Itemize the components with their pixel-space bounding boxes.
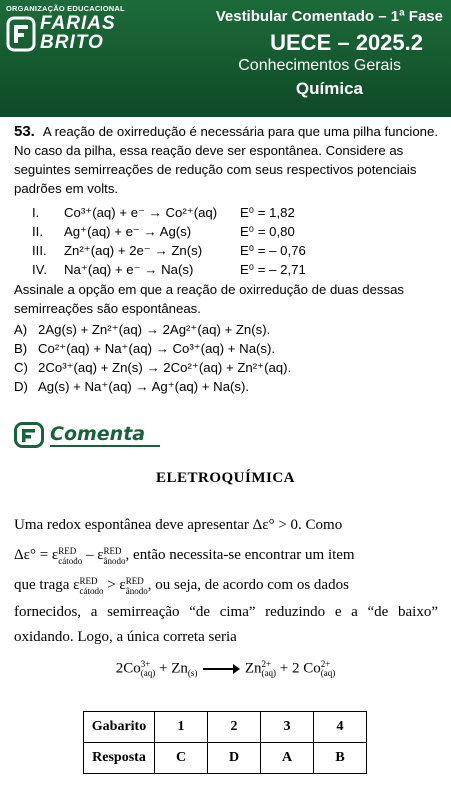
table-cell: 4 <box>314 712 367 743</box>
item-potential: E⁰ = – 2,71 <box>240 262 306 277</box>
question-prompt: Assinale a opção em que a reação de oxirredução de duas dessas semirreações são espontâneas. <box>14 282 405 316</box>
comenta-underline <box>50 445 160 447</box>
half-reaction-item <box>32 222 306 241</box>
logo-word-farias: FARIAS <box>40 13 116 34</box>
exam-subject: Química <box>295 79 363 98</box>
table-cell: 1 <box>155 712 208 743</box>
answer-options <box>14 320 291 396</box>
item-roman: II. <box>32 224 43 239</box>
item-equation: Ag⁺(aq) + e⁻ → Ag(s) <box>64 224 192 239</box>
comment-line-4: fornecidos, a semirreação “de cima” reduzindo e a “de baixo” oxidando. Logo, a única correta seria <box>14 604 438 645</box>
org-label: ORGANIZAÇÃO EDUCACIONAL <box>6 4 125 13</box>
item-equation: Zn²⁺(aq) + 2e⁻ → Zn(s) <box>64 243 203 258</box>
item-potential: E⁰ = – 0,76 <box>240 243 306 258</box>
item-equation: Na⁺(aq) + e⁻ → Na(s) <box>64 262 194 277</box>
table-cell: 2 <box>208 712 261 743</box>
item-equation: Co³⁺(aq) + e⁻ → Co²⁺(aq) <box>64 205 218 220</box>
table-row <box>84 743 367 774</box>
comment-title: ELETROQUÍMICA <box>155 470 296 486</box>
reaction-arrow-icon <box>203 668 239 670</box>
item-potential: E⁰ = 0,80 <box>240 224 295 239</box>
comenta-banner <box>14 422 159 448</box>
comment-text <box>14 510 438 650</box>
item-potential: E⁰ = 1,82 <box>240 205 295 220</box>
comment-line-3: que traga ε RED cátodo > ε RED ânodo , ou seja, de acordo com os dados <box>14 575 349 596</box>
exam-title: Vestibular Comentado – 1ª Fase <box>215 8 443 25</box>
option-b <box>14 339 291 358</box>
half-reaction-item <box>32 260 306 279</box>
item-roman: IV. <box>32 262 47 277</box>
comenta-label: Comenta <box>50 423 146 445</box>
header-banner <box>0 0 451 117</box>
half-reaction-list <box>32 203 306 279</box>
option-text: 2Ag(s) + Zn²⁺(aq) → 2Ag²⁺(aq) + Zn(s). <box>38 322 271 337</box>
exam-area: Conhecimentos Gerais <box>238 57 401 74</box>
option-letter: D) <box>14 379 28 394</box>
option-letter: B) <box>14 341 28 356</box>
exam-edition: UECE – 2025.2 <box>270 30 423 55</box>
item-roman: III. <box>32 243 47 258</box>
comment-line-2: Δε° = ε RED cátodo – ε RED ânodo , então necessita-se encontrar um item <box>14 545 355 566</box>
half-reaction-item <box>32 241 306 260</box>
option-a <box>14 320 291 339</box>
question-text: A reação de oxirredução é necessária para que uma pilha funcione. No caso da pilha, essa reação deve ser espontânea. Considere as seguintes semirreações de redução com seus respectivos potenciais padrões em volts. <box>14 124 439 196</box>
table-row <box>84 712 367 743</box>
option-text: Ag(s) + Na⁺(aq) → Ag⁺(aq) + Na(s). <box>38 379 250 394</box>
table-cell: 3 <box>261 712 314 743</box>
table-cell: D <box>208 743 261 774</box>
comment-line-1: Uma redox espontânea deve apresentar Δε° > 0. Como <box>14 517 343 533</box>
farias-brito-logo-icon <box>6 16 36 52</box>
final-reaction: 2Co 3+ (aq) + Zn (s) Zn 2+ (aq) + 2 Co 2+ (aq) <box>115 659 336 678</box>
table-cell: C <box>155 743 208 774</box>
row-label: Resposta <box>84 743 155 774</box>
question-number: 53. <box>14 123 35 140</box>
option-letter: A) <box>14 322 28 337</box>
option-text: Co²⁺(aq) + Na⁺(aq) → Co³⁺(aq) + Na(s). <box>38 341 276 356</box>
table-cell: B <box>314 743 367 774</box>
option-c <box>14 358 291 377</box>
row-label: Gabarito <box>84 712 155 743</box>
comenta-logo-icon <box>14 422 44 448</box>
option-d <box>14 377 291 396</box>
answer-key-table <box>83 711 367 774</box>
option-letter: C) <box>14 360 28 375</box>
item-roman: I. <box>32 205 40 220</box>
half-reaction-item <box>32 203 306 222</box>
table-cell: A <box>261 743 314 774</box>
logo-word-brito: BRITO <box>40 32 104 53</box>
question-statement <box>14 122 442 198</box>
option-text: 2Co³⁺(aq) + Zn(s) → 2Co²⁺(aq) + Zn²⁺(aq). <box>38 360 292 375</box>
